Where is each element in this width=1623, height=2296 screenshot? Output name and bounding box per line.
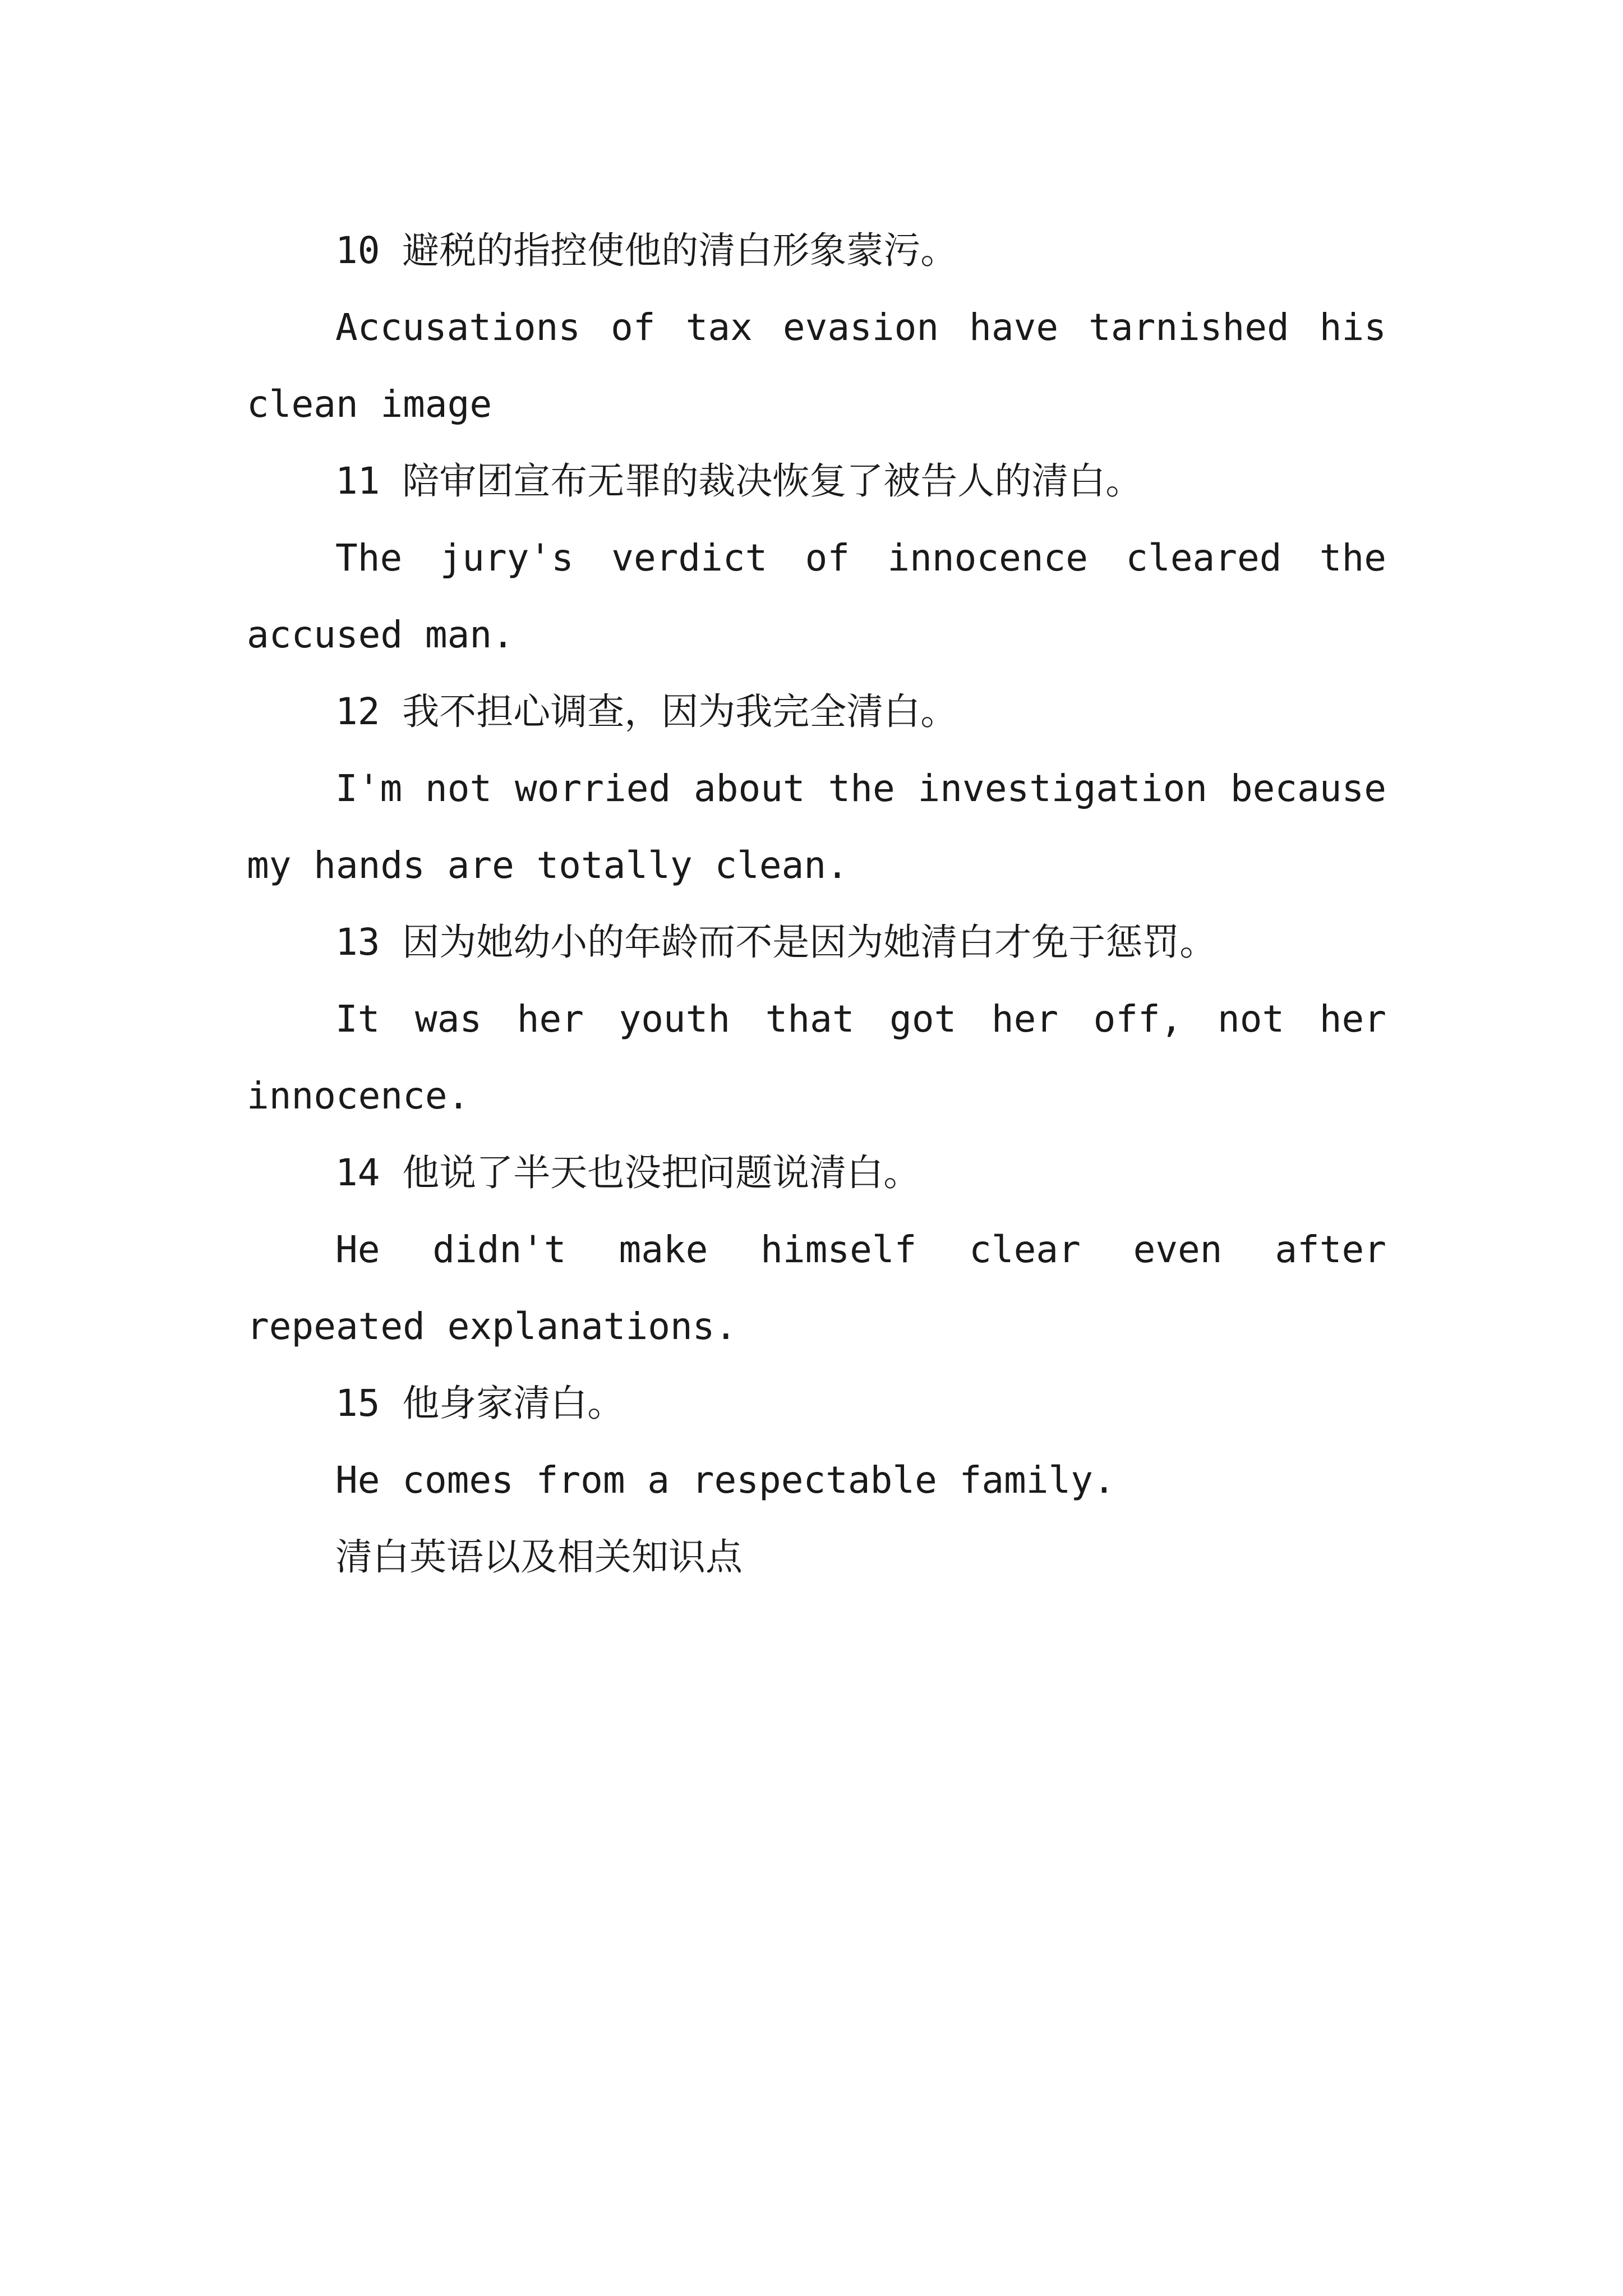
example-13-chinese: 13 因为她幼小的年龄而不是因为她清白才免于惩罚。: [335, 921, 1217, 964]
example-10-chinese: 10 避税的指控使他的清白形象蒙污。: [335, 229, 958, 272]
example-13-english: It was her youth that got her off, not her innocence.: [247, 997, 1386, 1117]
closing-heading: 清白英语以及相关知识点: [335, 1535, 743, 1579]
example-11-chinese: 11 陪审团宣布无罪的裁决恢复了被告人的清白。: [335, 459, 1143, 503]
example-12-english: I'm not worried about the investigation because my hands are totally clean.: [247, 767, 1386, 887]
example-12-chinese: 12 我不担心调查，因为我完全清白。: [335, 690, 958, 733]
document-body: [247, 212, 1386, 1595]
example-15-chinese: 15 他身家清白。: [335, 1382, 625, 1425]
example-10-english: Accusations of tax evasion have tarnished his clean image: [247, 306, 1386, 426]
example-14-chinese: 14 他说了半天也没把问题说清白。: [335, 1151, 921, 1194]
example-14-english: He didn't make himself clear even after repeated explanations.: [247, 1228, 1386, 1348]
example-15-english: He comes from a respectable family.: [335, 1458, 1115, 1502]
example-11-english: The jury's verdict of innocence cleared the accused man.: [247, 536, 1386, 656]
